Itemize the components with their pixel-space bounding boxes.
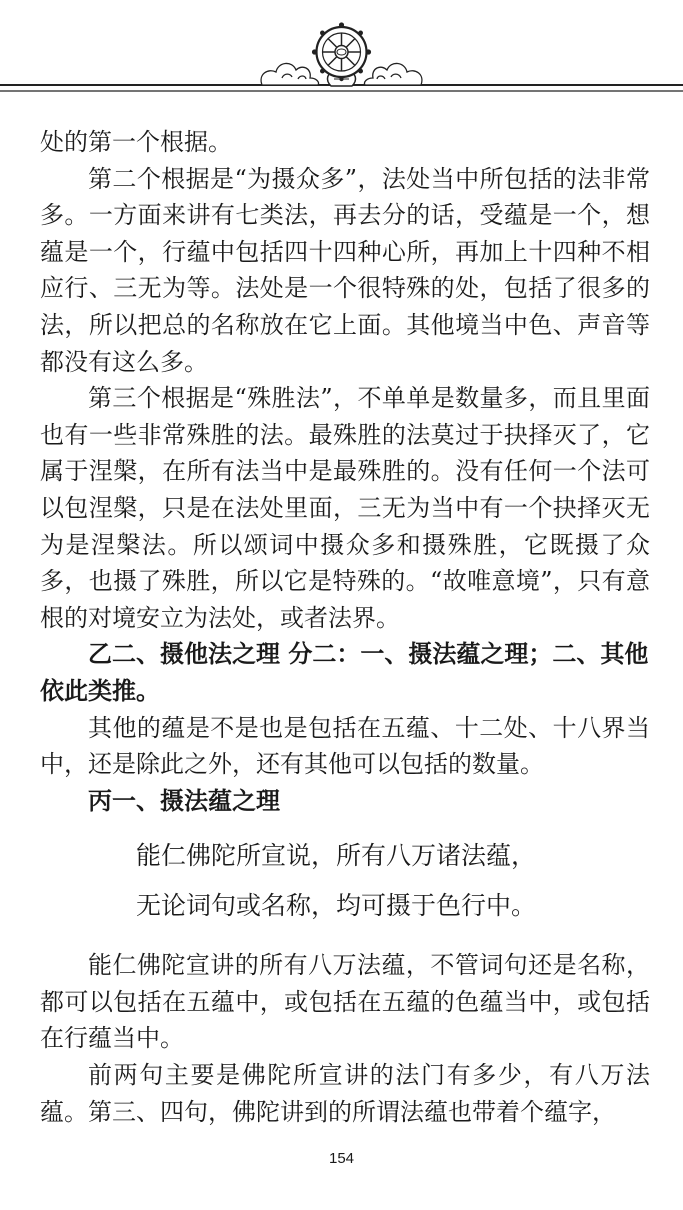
paragraph-other-aggregates: 其他的蕴是不是也是包括在五蕴、十二处、十八界当中，还是除此之外，还有其他可以包括的数量。	[40, 713, 650, 779]
paragraph-second-reason: 第二个根据是“为摄众多”，法处当中所包括的法非常多。一方面来讲有七类法，再去分的话，受蕴是一个，想蕴是一个，行蕴中包括四十四种心所，再加上十四种不相应行、三无为等。法处是一个很特殊的处，包括了很多的法，所以把总的名称放在它上面。其他境当中色、声音等都没有这么多。	[40, 164, 650, 376]
section-heading-bing-yi: 丙一、摄法蕴之理	[88, 786, 280, 815]
header-ornament-graphic	[0, 0, 683, 110]
dharma-wheel-icon	[312, 22, 371, 86]
paragraph-continuation: 处的第一个根据。	[40, 128, 232, 156]
paragraph-third-reason: 第三个根据是“殊胜法”，不单单是数量多，而且里面也有一些非常殊胜的法。最殊胜的法莫过于抉择灭了，它属于涅槃，在所有法当中是最殊胜的。没有任何一个法可以包涅槃，只是在法处里面，三无为当中有一个抉择灭无为是涅槃法。所以颂词中摄众多和摄殊胜，它既摄了众多，也摄了殊胜，所以它是特殊的。“故唯意境”，只有意根的对境安立为法处，或者法界。	[40, 384, 650, 632]
page-body	[40, 124, 650, 1130]
paragraph-verse-explanation: 能仁佛陀宣讲的所有八万法蕴，不管词句还是名称，都可以包括在五蕴中，或包括在五蕴的色蕴当中，或包括在行蕴当中。	[40, 951, 650, 1053]
paragraph-first-two-lines: 前两句主要是佛陀所宣讲的法门有多少，有八万法蕴。第三、四句，佛陀讲到的所谓法蕴也带着个蕴字，	[40, 1061, 650, 1126]
verse-line-1: 能仁佛陀所宣说，所有八万诸法蕴，	[136, 841, 537, 871]
section-heading-yi-er: 乙二、摄他法之理 分二：一、摄法蕴之理；二、其他依此类推。	[40, 640, 649, 705]
verse-block	[40, 819, 650, 947]
page-header-ornament	[0, 0, 683, 110]
page-number: 154	[328, 1150, 355, 1167]
right-cloud-icon	[364, 63, 421, 85]
verse-line-2: 无论词句或名称，均可摄于色行中。	[136, 891, 537, 921]
left-cloud-icon	[261, 63, 318, 85]
